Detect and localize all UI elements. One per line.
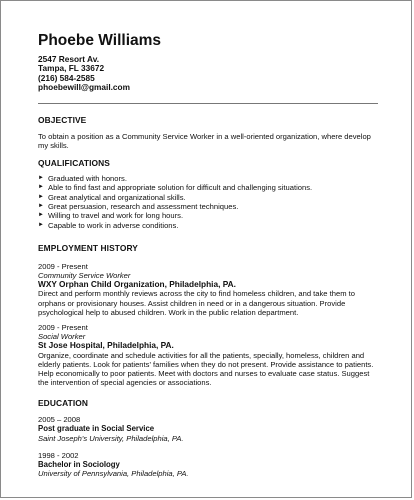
education-entry [38, 415, 378, 442]
objective-heading: OBJECTIVE [38, 114, 87, 125]
employment-dates: 2009 - Present [38, 323, 88, 333]
employment-description: Organize, coordinate and schedule activities for all the patients, specially, homeless, children and elderly patients. Look for patients' families when they do not present. Provide assistance to patients. Help economically to poor patients. Meet with doctors and nurses to evaluate case status. Suggest the intervention of special agencies or associations. [38, 350, 374, 388]
objective-text: To obtain a position as a Community Service Worker in a well-oriented organization, where develop my skills. [38, 131, 371, 150]
employment-role: Social Worker [38, 332, 86, 342]
education-heading: EDUCATION [38, 398, 89, 409]
employment-role: Community Service Worker [38, 270, 131, 280]
resume-content [38, 32, 378, 478]
list-item [38, 211, 378, 220]
list-item-text: Able to find fast and appropriate solution for difficult and challenging situations. [48, 183, 313, 193]
education-dates: 1998 - 2002 [38, 450, 79, 460]
contact-phone: (216) 584-2585 [38, 72, 95, 83]
contact-email: phoebewill@gmail.com [38, 82, 130, 93]
education-degree: Post graduate in Social Service [38, 424, 155, 434]
employment-organization: WXY Orphan Child Organization, Philadelphia, PA. [38, 278, 236, 289]
list-item-text: Willing to travel and work for long hours. [48, 211, 184, 221]
list-item [38, 174, 378, 183]
list-item-text: Capable to work in adverse conditions. [48, 220, 179, 230]
employment-entry [38, 262, 378, 317]
education-dates: 2005 – 2008 [38, 415, 81, 425]
education-school: University of Pennsylvania, Philadelphia, PA. [38, 468, 189, 478]
triangle-bullet-icon: ► [38, 221, 44, 228]
employment-organization: St Jose Hospital, Philadelphia, PA. [38, 340, 174, 351]
employment-description: Direct and perform monthly reviews across the city to find homeless children, and take them to orphans or provisionary houses. Assist children in need or in a dangerous situation. Provide psychological help to abused children. Work in the public relation department. [38, 289, 355, 317]
qualifications-list [38, 174, 378, 230]
employment-dates: 2009 - Present [38, 261, 88, 271]
contact-city: Tampa, FL 33672 [38, 63, 105, 74]
contact-address: 2547 Resort Av. [38, 54, 100, 64]
list-item [38, 193, 378, 202]
education-degree: Bachelor in Sociology [38, 459, 120, 469]
triangle-bullet-icon: ► [38, 193, 44, 200]
list-item-text: Graduated with honors. [48, 174, 127, 184]
list-item-text: Great persuasion, research and assessment techniques. [48, 201, 239, 211]
list-item [38, 202, 378, 211]
header-divider [38, 103, 378, 104]
triangle-bullet-icon: ► [38, 175, 44, 182]
candidate-name: Phoebe Williams [38, 32, 162, 49]
list-item [38, 183, 378, 192]
triangle-bullet-icon: ► [38, 212, 44, 219]
triangle-bullet-icon: ► [38, 202, 44, 209]
education-school: Saint Joseph's University, Philadelphia, PA. [38, 433, 184, 443]
list-item [38, 221, 378, 230]
employment-entry [38, 323, 378, 387]
triangle-bullet-icon: ► [38, 184, 44, 191]
list-item-text: Great analytical and organizational skills. [48, 192, 186, 202]
qualifications-heading: QUALIFICATIONS [38, 158, 110, 169]
education-entry [38, 451, 378, 478]
contact-block [38, 55, 378, 93]
employment-heading: EMPLOYMENT HISTORY [38, 242, 138, 253]
